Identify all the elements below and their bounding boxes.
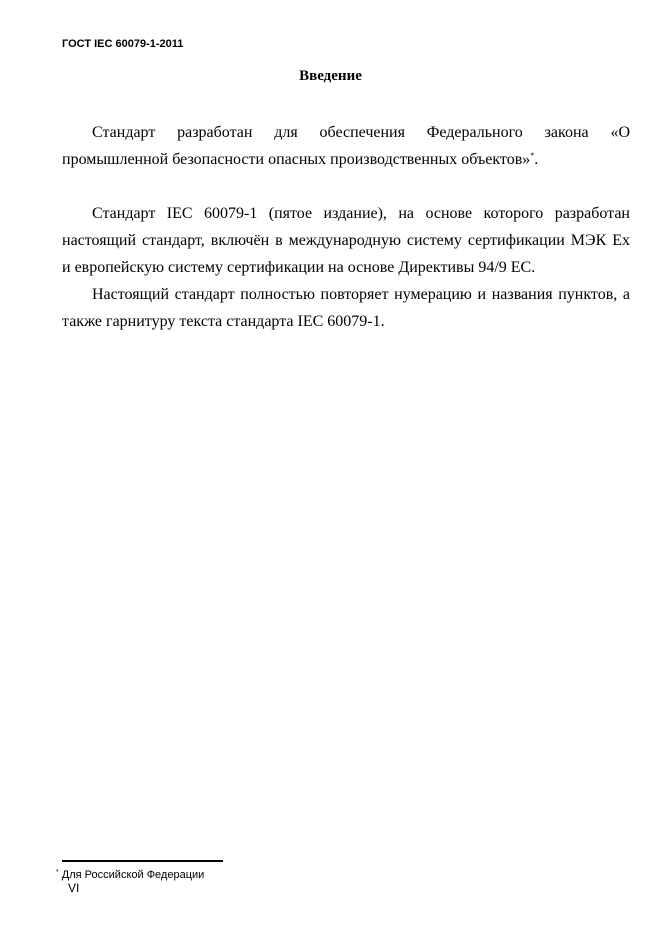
- section-title: Введение: [299, 68, 362, 84]
- text-line: и европейскую систему сертификации на основе Директивы 94/9 EC.: [62, 259, 536, 276]
- text-line-content: промышленной безопасности опасных производственных объектов»: [62, 151, 531, 168]
- footnote: [56, 869, 204, 881]
- text-line: Настоящий стандарт полностью повторяет нумерацию и названия пунктов, а: [92, 286, 630, 303]
- text-line: [62, 150, 630, 170]
- text-line: настоящий стандарт, включён в международную систему сертификации МЭК Ex: [62, 232, 630, 249]
- footnote-text: Для Российской Федерации: [61, 869, 205, 881]
- footnote-mark: *: [56, 869, 59, 876]
- footnote-divider: [62, 860, 223, 862]
- text-line: Стандарт IEC 60079-1 (пятое издание), на основе которого разработан: [92, 205, 630, 222]
- text-line: Стандарт разработан для обеспечения Федерального закона «О: [92, 124, 630, 141]
- sentence-end: .: [534, 151, 539, 168]
- document-code-header: ГОСТ IEC 60079-1-2011: [62, 38, 184, 50]
- text-line: также гарнитуру текста стандарта IEC 60079-1.: [62, 313, 385, 330]
- footnote-mark[interactable]: *: [530, 151, 535, 160]
- page-number: VI: [68, 881, 80, 895]
